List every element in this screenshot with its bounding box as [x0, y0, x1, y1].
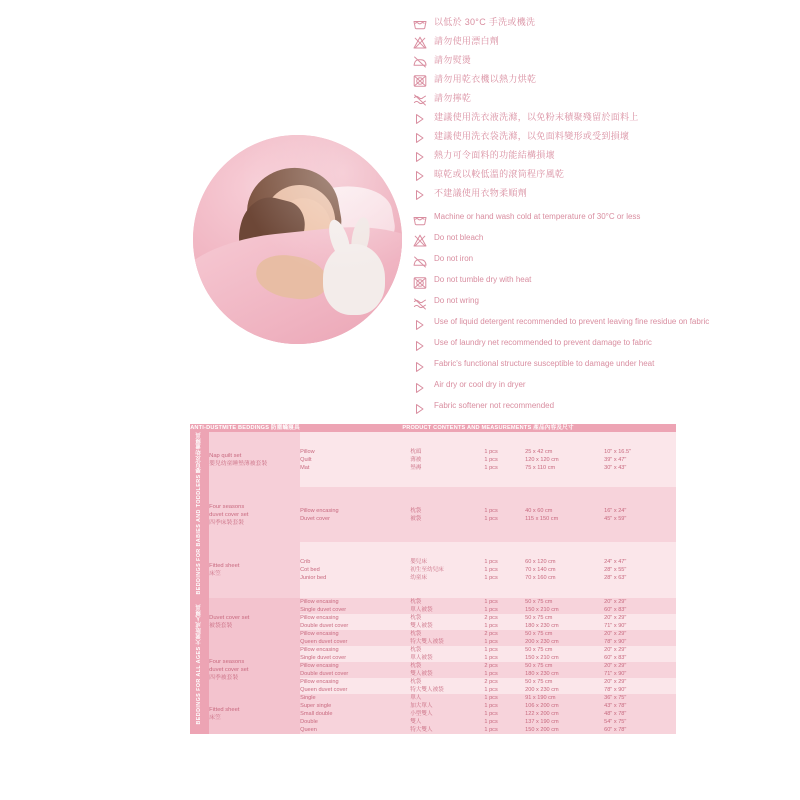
table-cell-imperial: 20" x 29" 71" x 90" — [604, 614, 627, 629]
care-row — [412, 233, 792, 249]
care-row — [412, 92, 792, 108]
table-cell-metric: 91 x 190 cm 106 x 200 cm 122 x 200 cm 137 x 190 cm 150 x 200 cm — [525, 694, 559, 733]
triangle-icon — [412, 168, 428, 184]
table-row — [190, 432, 676, 487]
care-text: 請勿使用漂白劑 — [434, 36, 500, 46]
table-category: Fitted sheet 床笠 — [209, 694, 300, 734]
care-text: 以低於 30°C 手洗或機洗 — [434, 17, 536, 27]
care-row — [412, 73, 792, 89]
care-row — [412, 35, 792, 51]
table-side-label: BEDDINGS FOR ALL AGES 大衆版成人寢具 — [190, 598, 209, 734]
table-cell-name-zh: 枕袋 被袋 — [410, 507, 422, 522]
table-cell-qty: 2 pcs 1 pcs — [484, 630, 498, 645]
triangle-icon — [412, 187, 428, 203]
care-text: Do not tumble dry with heat — [434, 275, 532, 284]
triangle-icon — [412, 338, 428, 354]
care-text: Use of laundry net recommended to prevent damage to fabric — [434, 338, 652, 347]
table-cell-name: Single Super single Small double Double Queen — [300, 694, 333, 733]
table-cell-imperial: 20" x 29" 78" x 90" — [604, 630, 627, 645]
table-row — [190, 646, 676, 662]
table-cell-name: Pillow encasing Duvet cover — [300, 507, 339, 522]
care-text: Do not bleach — [434, 233, 484, 242]
no-tumble-dry-heat-icon — [412, 73, 428, 89]
care-text: 熱力可令面料的功能結構損壞 — [434, 150, 555, 160]
care-row — [412, 54, 792, 70]
care-text: Fabric softener not recommended — [434, 401, 555, 410]
table-cell-imperial: 10" x 16.5" 39" x 47" 30" x 43" — [604, 448, 632, 471]
table-cell-name-zh: 枕袋 特大雙人被袋 — [410, 630, 444, 645]
care-row — [412, 338, 792, 354]
no-wring-icon — [412, 296, 428, 312]
table-cell-name-zh: 枕頭 薄被 墊褥 — [410, 448, 422, 471]
care-text: 請勿擰乾 — [434, 93, 472, 103]
table-cell-metric: 50 x 75 cm 150 x 210 cm — [525, 646, 559, 661]
table-cell-name-zh: 枕袋 雙人被袋 — [410, 662, 433, 677]
table-cell-name-zh: 嬰兒床 初生至幼兒床 幼童床 — [410, 558, 444, 581]
table-cell-qty: 1 pcs 1 pcs — [484, 507, 498, 522]
care-row — [412, 296, 792, 312]
table-category: Four seasons duvet cover set 四季床裝套裝 — [209, 487, 300, 542]
table-header-col2: PRODUCT CONTENTS AND MEASUREMENTS 產品內容及尺寸 — [300, 424, 676, 432]
care-row — [412, 187, 792, 203]
table-cell-name-zh: 枕袋 單人被袋 — [410, 646, 433, 661]
table-cell-metric: 50 x 75 cm 180 x 230 cm — [525, 662, 559, 677]
table-cell-name-zh: 單人 加大單人 小型雙人 雙人 特大雙人 — [410, 694, 433, 733]
no-iron-icon — [412, 54, 428, 70]
table-category: Four seasons duvet cover set 四季被套裝 — [209, 646, 300, 694]
table-cell-metric: 50 x 75 cm 200 x 230 cm — [525, 630, 559, 645]
care-row — [412, 16, 792, 32]
table-cell-imperial: 16" x 24" 45" x 59" — [604, 507, 627, 522]
table-cell-qty: 1 pcs 1 pcs — [484, 598, 498, 613]
table-cell-imperial: 24" x 47" 28" x 55" 28" x 63" — [604, 558, 627, 581]
table-cell-qty: 1 pcs 1 pcs — [484, 646, 498, 661]
care-row — [412, 149, 792, 165]
product-photo — [193, 135, 402, 344]
care-row — [412, 130, 792, 146]
triangle-icon — [412, 359, 428, 375]
care-text: 請勿用乾衣機以熱力烘乾 — [434, 74, 537, 84]
care-text: Do not iron — [434, 254, 474, 263]
no-bleach-icon — [412, 35, 428, 51]
no-bleach-icon — [412, 233, 428, 249]
no-wring-icon — [412, 92, 428, 108]
care-row — [412, 317, 792, 333]
table-cell-qty: 2 pcs 1 pcs — [484, 614, 498, 629]
no-tumble-dry-heat-icon — [412, 275, 428, 291]
table-cell-qty: 2 pcs 1 pcs — [484, 662, 498, 677]
triangle-icon — [412, 149, 428, 165]
table-row — [190, 542, 676, 597]
care-row — [412, 380, 792, 396]
table-side-label: BEDDINGS FOR BABIES AND TODDLERS 嬰兒及幼童寢具 — [190, 432, 209, 598]
triangle-icon — [412, 401, 428, 417]
table-row — [190, 694, 676, 734]
table-cell-name: Pillow encasing Queen duvet cover — [300, 678, 348, 693]
care-text: 不建議使用衣物柔順劑 — [434, 188, 528, 198]
table-cell-imperial: 20" x 29" 71" x 90" — [604, 662, 627, 677]
table-cell-imperial: 20" x 29" 78" x 90" — [604, 678, 627, 693]
table-cell-qty: 1 pcs 1 pcs 1 pcs — [484, 448, 498, 471]
care-text: 晾乾或以較低溫的滾筒程序風乾 — [434, 169, 565, 179]
care-row — [412, 254, 792, 270]
care-text: Air dry or cool dry in dryer — [434, 380, 526, 389]
table-cell-metric: 40 x 60 cm 115 x 150 cm — [525, 507, 559, 522]
care-row — [412, 401, 792, 417]
table-cell-metric: 50 x 75 cm 150 x 210 cm — [525, 598, 559, 613]
wash-hand-30-icon — [412, 16, 428, 32]
care-text: 請勿熨燙 — [434, 55, 472, 65]
table-cell-metric: 50 x 75 cm 180 x 230 cm — [525, 614, 559, 629]
table-cell-qty: 2 pcs 1 pcs — [484, 678, 498, 693]
care-row — [412, 359, 792, 375]
table-cell-name: Pillow encasing Single duvet cover — [300, 646, 347, 661]
triangle-icon — [412, 317, 428, 333]
care-text: Use of liquid detergent recommended to prevent leaving fine residue on fabric — [434, 317, 710, 326]
no-iron-icon — [412, 254, 428, 270]
table-cell-qty: 1 pcs 1 pcs 1 pcs 1 pcs 1 pcs — [484, 694, 498, 733]
care-row — [412, 168, 792, 184]
care-text: Do not wring — [434, 296, 479, 305]
triangle-icon — [412, 111, 428, 127]
table-row — [190, 598, 676, 614]
care-row — [412, 275, 792, 291]
table-cell-metric: 25 x 42 cm 120 x 120 cm 75 x 110 cm — [525, 448, 559, 471]
table-cell-name: Pillow encasing Queen duvet cover — [300, 630, 348, 645]
table-cell-name: Crib Cot bed Junior bed — [300, 558, 327, 581]
table-cell-name-zh: 枕袋 特大雙人被袋 — [410, 678, 444, 693]
table-cell-name: Pillow encasing Double duvet cover — [300, 662, 349, 677]
table-row — [190, 487, 676, 542]
table-cell-name: Pillow Quilt Mat — [300, 448, 315, 471]
table-cell-name: Pillow encasing Single duvet cover — [300, 598, 347, 613]
care-text: Fabric's functional structure susceptible to damage under heat — [434, 359, 655, 368]
care-text: Machine or hand wash cold at temperature of 30°C or less — [434, 212, 641, 221]
table-header-col1: ANTI-DUSTMITE BEDDINGS 防塵蟎寢具 — [190, 425, 300, 431]
table-cell-imperial: 20" x 29" 60" x 83" — [604, 598, 627, 613]
photo-sheen — [193, 135, 402, 344]
table-cell-qty: 1 pcs 1 pcs 1 pcs — [484, 558, 498, 581]
care-instructions-zh — [412, 16, 792, 206]
table-cell-imperial: 20" x 29" 60" x 83" — [604, 646, 627, 661]
table-category: Fitted sheet 床笠 — [209, 542, 300, 597]
wash-hand-30-icon — [412, 212, 428, 228]
care-row — [412, 212, 792, 228]
table-cell-name-zh: 枕袋 雙人被袋 — [410, 614, 433, 629]
table-cell-metric: 50 x 75 cm 200 x 230 cm — [525, 678, 559, 693]
table-category: Nap quilt set 嬰兒幼童睡墊薄被套裝 — [209, 432, 300, 487]
care-instructions-en — [412, 212, 792, 422]
table-cell-name: Pillow encasing Double duvet cover — [300, 614, 349, 629]
table-cell-imperial: 36" x 75" 43" x 78" 48" x 78" 54" x 75" 60" x 78" — [604, 694, 627, 733]
table-cell-name-zh: 枕袋 單人被袋 — [410, 598, 433, 613]
care-text: 建議使用洗衣液洗滌，以免粉末積聚殘留於面料上 — [434, 112, 639, 122]
triangle-icon — [412, 130, 428, 146]
table-cell-metric: 60 x 120 cm 70 x 140 cm 70 x 160 cm — [525, 558, 556, 581]
specification-table — [190, 424, 676, 734]
table-category: Duvet cover set 被袋套裝 — [209, 598, 300, 646]
triangle-icon — [412, 380, 428, 396]
care-text: 建議使用洗衣袋洗滌，以免面料變形或受到損壞 — [434, 131, 630, 141]
care-row — [412, 111, 792, 127]
